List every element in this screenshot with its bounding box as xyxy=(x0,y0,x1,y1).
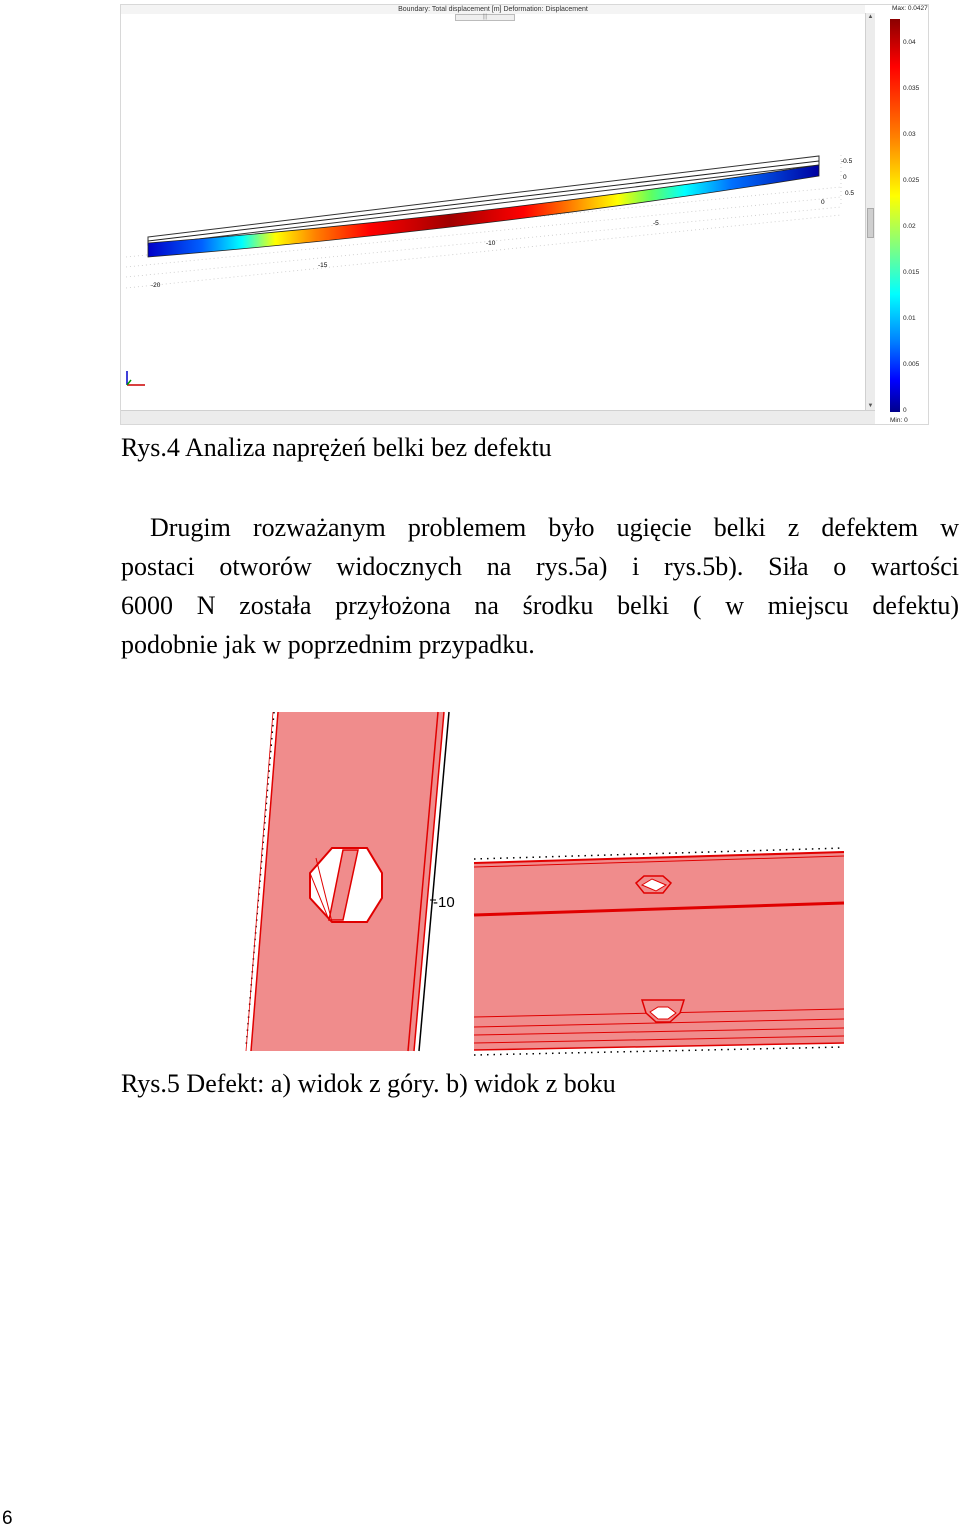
legend-tick: 0.015 xyxy=(903,269,920,276)
scroll-up-icon[interactable]: ▲ xyxy=(867,14,874,20)
figure-5-caption: Rys.5 Defekt: a) widok z góry. b) widok z boku xyxy=(121,1069,616,1098)
axis-tick: -0.5 xyxy=(841,158,853,165)
plot-header: Boundary: Total displacement [m] Deformation: Displacement xyxy=(121,5,865,14)
hole-defect-upper xyxy=(636,876,671,893)
paragraph-line-4: podobnie jak w poprzednim przypadku. xyxy=(121,630,535,659)
legend-tick: 0.03 xyxy=(903,131,916,138)
plot-area xyxy=(121,5,865,410)
horizontal-scrollbar[interactable] xyxy=(121,410,875,425)
legend-colorbar xyxy=(890,19,900,412)
color-legend xyxy=(878,5,929,425)
legend-tick: 0.02 xyxy=(903,223,916,230)
paragraph-line-1: Drugim rozważanym problemem było ugięcie belki z defektem w xyxy=(150,513,959,542)
legend-tick: 0.01 xyxy=(903,315,916,322)
axis-label: -10 xyxy=(433,894,455,911)
axis-tick: 0.5 xyxy=(845,190,855,197)
scrollbar-thumb[interactable] xyxy=(867,208,874,238)
legend-tick: 0.005 xyxy=(903,361,920,368)
figure-4-caption: Rys.4 Analiza naprężeń belki bez defektu xyxy=(121,433,552,462)
legend-tick: 0.025 xyxy=(903,177,920,184)
axis-tick: -15 xyxy=(318,262,328,269)
axis-triad-icon xyxy=(127,371,145,385)
axis-tick: 0 xyxy=(843,174,847,181)
page-number: 6 xyxy=(2,1508,13,1529)
axis-tick: 0 xyxy=(821,199,825,206)
legend-tick: 0 xyxy=(903,407,907,414)
legend-min-label: Min: 0 xyxy=(890,417,908,424)
figure-4-fem-screenshot xyxy=(120,4,929,425)
paragraph-line-2: postaci otworów widocznych na rys.5a) i rys.5b). Siła o wartości xyxy=(121,552,959,581)
axis-tick: -20 xyxy=(151,282,161,289)
axis-tick: -5 xyxy=(653,220,659,227)
vertical-scrollbar[interactable] xyxy=(865,13,875,410)
legend-tick: 0.04 xyxy=(903,39,916,46)
beam-plot xyxy=(121,5,865,410)
legend-tick: 0.035 xyxy=(903,85,920,92)
legend-max-label: Max: 0.0427 xyxy=(892,5,928,12)
scroll-down-icon[interactable]: ▼ xyxy=(867,403,874,409)
axis-tick: -10 xyxy=(486,240,496,247)
paragraph-line-3: 6000 N została przyłożona na środku belki ( w miejscu defektu) xyxy=(121,591,959,620)
figure-5b-side-view xyxy=(470,845,846,1057)
panel-grip-handle[interactable]: ||| xyxy=(455,14,515,21)
figure-5a-top-view xyxy=(238,708,460,1052)
beam-front-face xyxy=(148,165,819,257)
